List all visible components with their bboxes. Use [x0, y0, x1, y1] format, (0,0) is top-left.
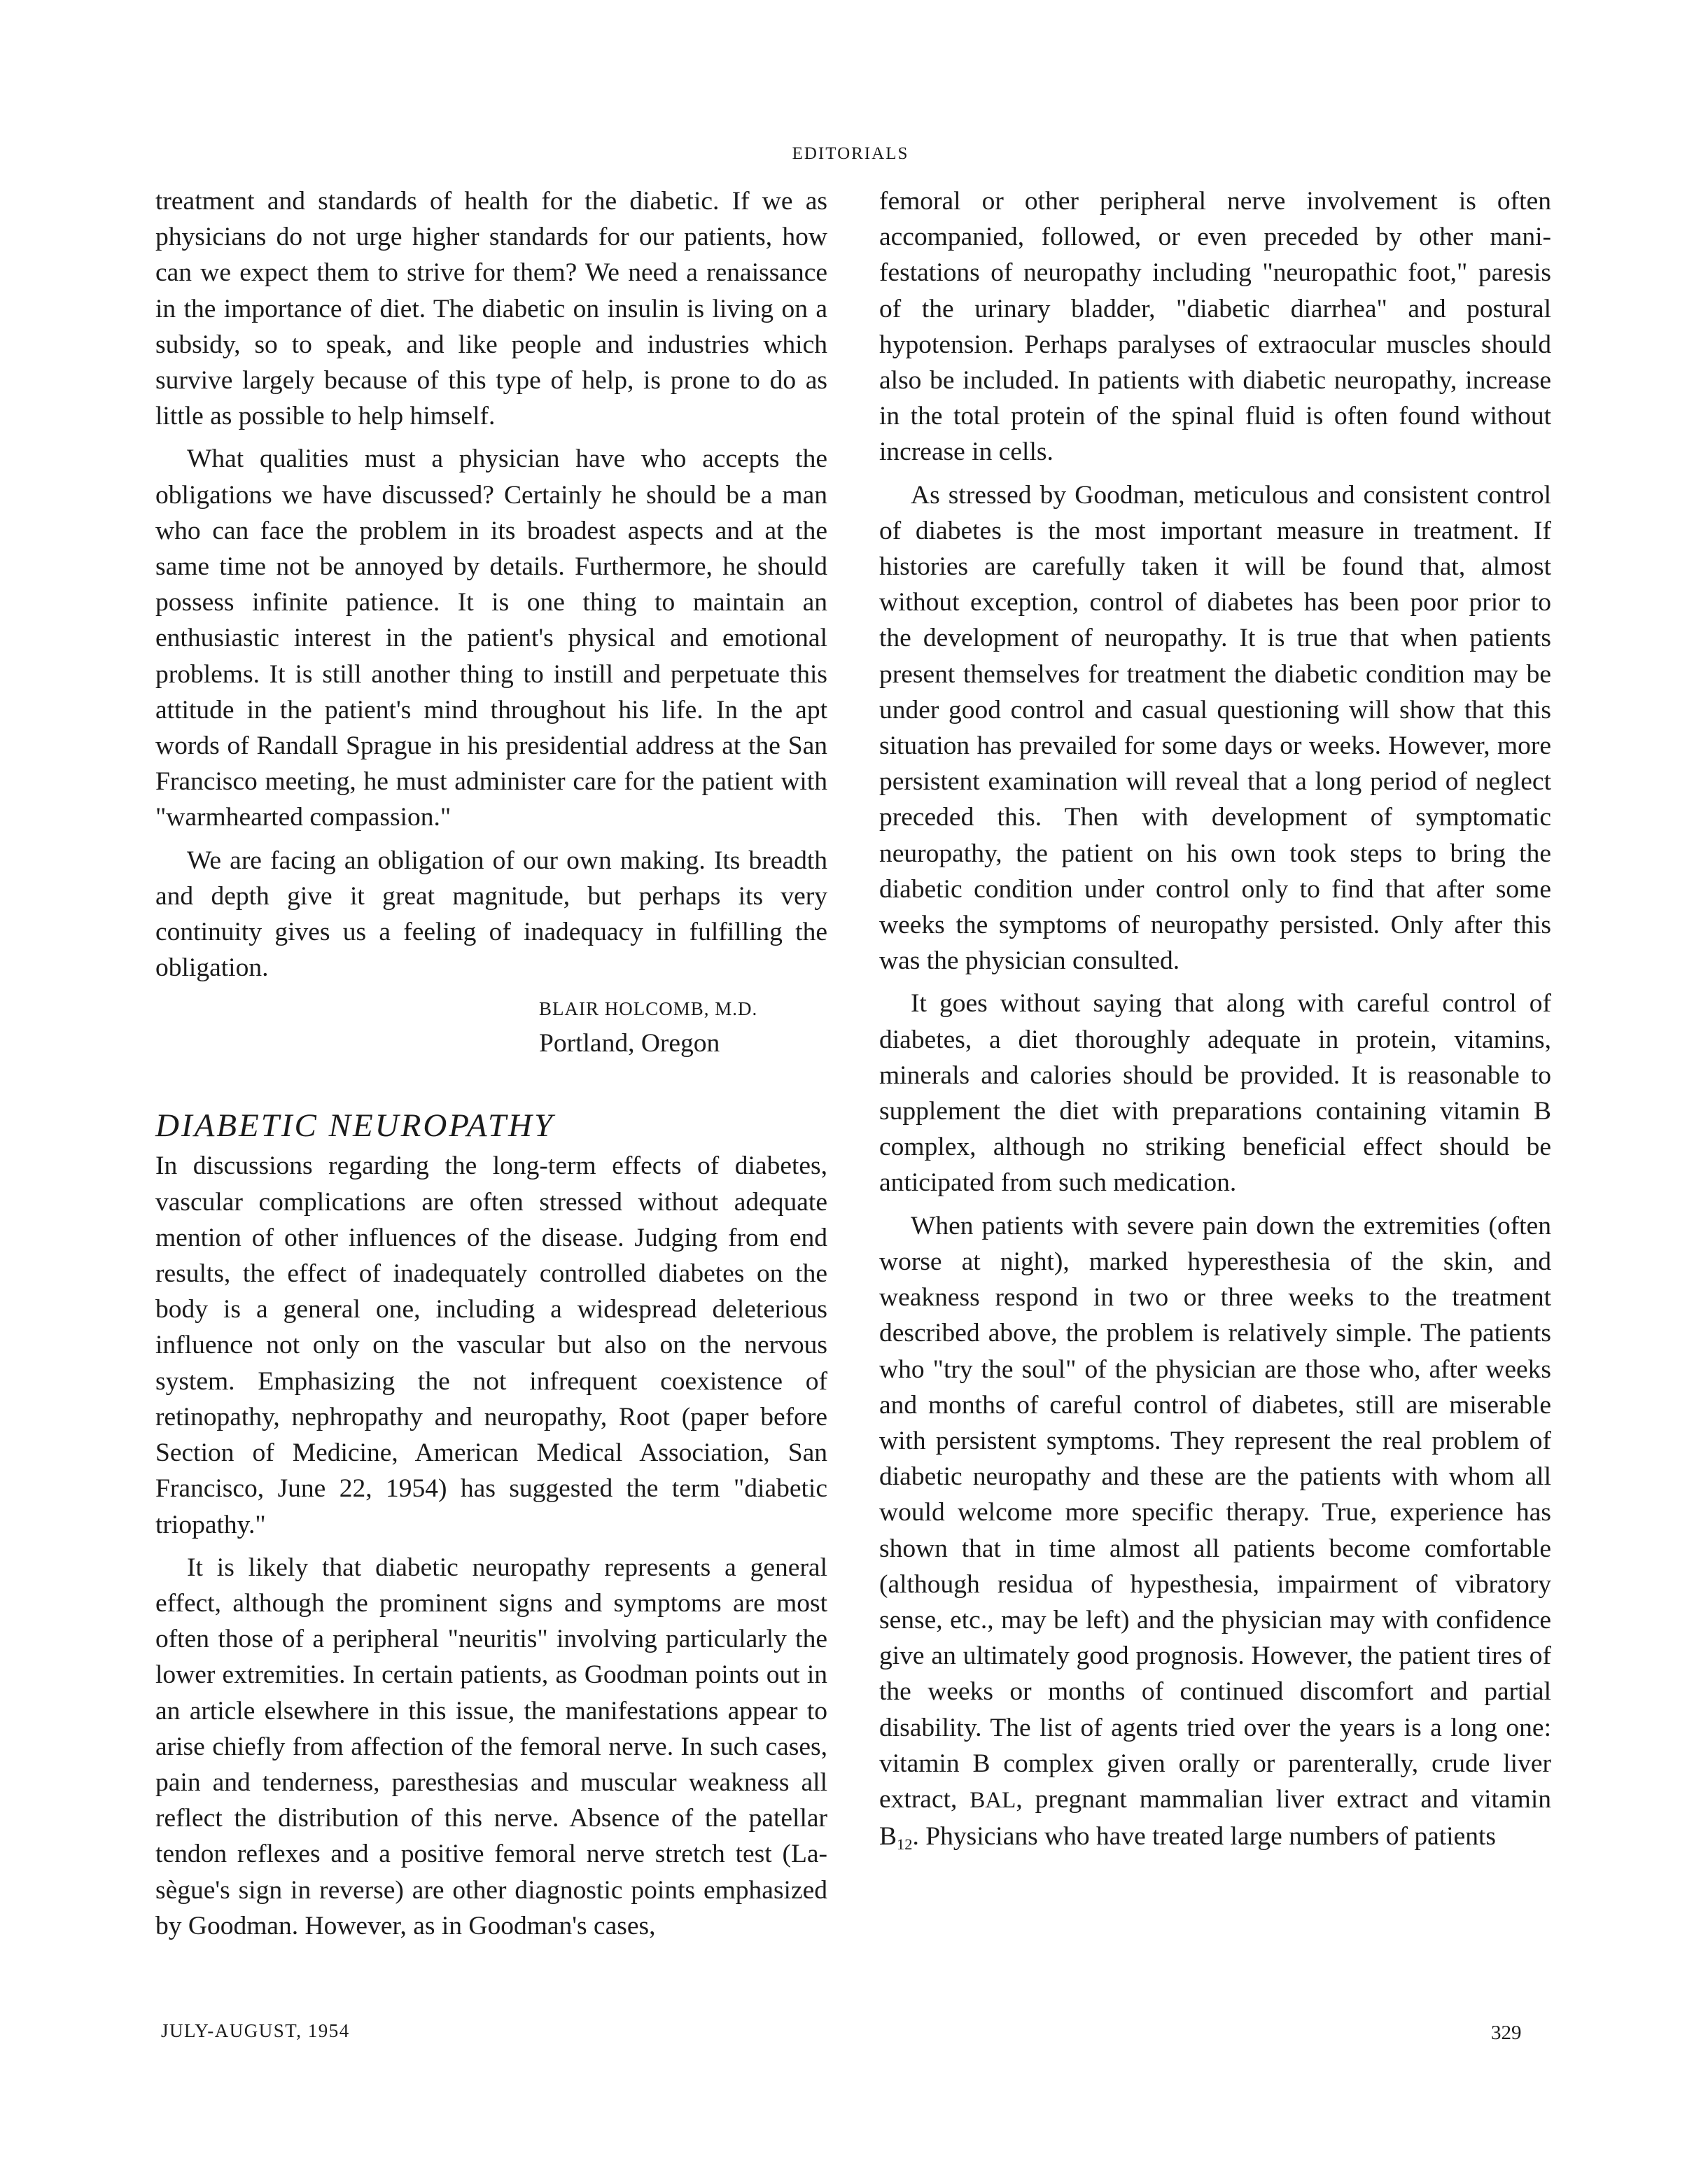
right-paragraph-4 [879, 1208, 1551, 1862]
right-paragraph-4-continued: , pregnant mammalian liver extract and vitamin B [879, 1784, 1551, 1851]
author-signature [155, 993, 827, 1063]
right-paragraph-4-end: . Physicians who have treated large numbers of patients [912, 1822, 1496, 1851]
left-paragraph-2: What qualities must a physician have who accepts the obligations we have discussed? Certainly he should be a man who can face the problem in its broadest aspects and at the same time not be annoyed by details. Furthermore, he should possess infinite patience. It is one thing to maintain an enthusiastic interest in the patient's physical and emotional problems. It is still another thing to instill and perpetuate this attitude in the patient's mind throughout his life. In the apt words of Randall Sprague in his presidential address at the San Francisco meeting, he must administer care for the patient with "warmhearted compassion." [155, 444, 827, 832]
right-paragraph-1: femoral or other peripheral nerve involvement is often accompanied, followed, or even preceded by other manifestations of neuropathy including "neuropathic foot," paresis of the urinary bladder, "diabetic diarrhea" and postural hypotension. Perhaps paralyses of extraocular muscles should also be included. In patients with diabetic neuropathy, increase in the total protein of the spinal fluid is often found without increase in cells. [879, 187, 1551, 467]
left-paragraph-3: We are facing an obligation of our own making. Its breadth and depth give it great magnitude, but perhaps its very continuity gives us a feeling of inadequacy in fulfilling the obligation. [155, 846, 827, 983]
left-paragraph-1: treatment and standards of health for the diabetic. If we as physicians do not urge higher standards for our patients, how can we expect them to strive for them? We need a renaissance in the importance of diet. The diabetic on insulin is living on a subsidy, so to speak, and like people and industries which survive largely because of this type of help, is prone to do as little as possible to help himself. [155, 187, 827, 431]
author-location: Portland, Oregon [539, 1029, 720, 1058]
left-column [155, 183, 827, 1951]
author-name: BLAIR HOLCOMB, M.D. [539, 998, 758, 1020]
running-head: EDITORIALS [792, 144, 909, 163]
right-column [879, 183, 1551, 1869]
page-number: 329 [1491, 2022, 1522, 2044]
section-title: DIABETIC NEUROPATHY [155, 1107, 555, 1144]
right-paragraph-4-text: When patients with severe pain down the extremities (often worse at night), marked hyperesthesia of the skin, and weakness respond in two or three weeks to the treatment described above, the problem is relatively simple. The patients who "try the soul" of the physician are those who, after weeks and months of careful control of diabetes, still are miserable with persistent symptoms. They represent the real problem of diabetic neuropathy and these are the patients with whom all would welcome more specific therapy. True, experience has shown that in time almost all patients become comfortable (although residua of hypesthesia, impairment of vibratory sense, etc., may be left) and the physician may with confidence give an ultimately good prognosis. However, the patient tires of the weeks or months of continued discomfort and partial disability. The list of agents tried over the years is a long one: vitamin B complex given orally or parenterally, crude liver extract, [879, 1211, 1551, 1814]
right-paragraph-3: It goes without saying that along with careful control of diabetes, a diet thoroughly adequate in protein, vitamins, minerals and calories should be provided. It is reasonable to supplement the diet with preparations containing vitamin B complex, although no striking beneficial effect should be anticipated from such medication. [879, 989, 1551, 1198]
issue-date: JULY-AUGUST, 1954 [161, 2020, 350, 2041]
bal-abbreviation: BAL [969, 1787, 1016, 1813]
left-paragraph-5: It is likely that diabetic neuropathy represents a general effect, although the prominent signs and symptoms are most often those of a peripheral "neuritis" involving particularly the lower extremities. In certain patients, as Goodman points out in an article elsewhere in this issue, the manifestations appear to arise chiefly from affection of the femoral nerve. In such cases, pain and tenderness, paresthesias and muscular weakness all reflect the distribution of this nerve. Absence of the patellar tendon reflexes and a positive femoral nerve stretch test (Lasègue's sign in reverse) are other diagnostic points emphasized by Goodman. However, as in Goodman's cases, [155, 1553, 827, 1940]
vitamin-subscript: 12 [897, 1835, 913, 1853]
right-paragraph-2: As stressed by Goodman, meticulous and consistent control of diabetes is the most important measure in treatment. If histories are carefully taken it will be found that, almost without exception, control of diabetes has been poor prior to the development of neuropathy. It is true that when patients present themselves for treatment the diabetic condition may be under good control and casual questioning will show that this situation has prevailed for some days or weeks. However, more persistent examination will reveal that a long period of neglect preceded this. Then with development of symptomatic neuropathy, the patient on his own took steps to bring the diabetic condition under control only to find that after some weeks the symptoms of neuropathy persisted. Only after this was the physician consulted. [879, 480, 1551, 976]
left-paragraph-4: In discussions regarding the long-term effects of diabetes, vascular complications are often stressed without adequate mention of other influences of the disease. Judging from end results, the effect of inadequately controlled diabetes on the body is a general one, including a widespread deleterious influence not only on the vascular but also on the nervous system. Emphasizing the not infrequent coexistence of retinopathy, nephropathy and neuropathy, Root (paper before Section of Medicine, American Medical Association, San Francisco, June 22, 1954) has suggested the term "diabetic triopathy." [155, 1152, 827, 1539]
